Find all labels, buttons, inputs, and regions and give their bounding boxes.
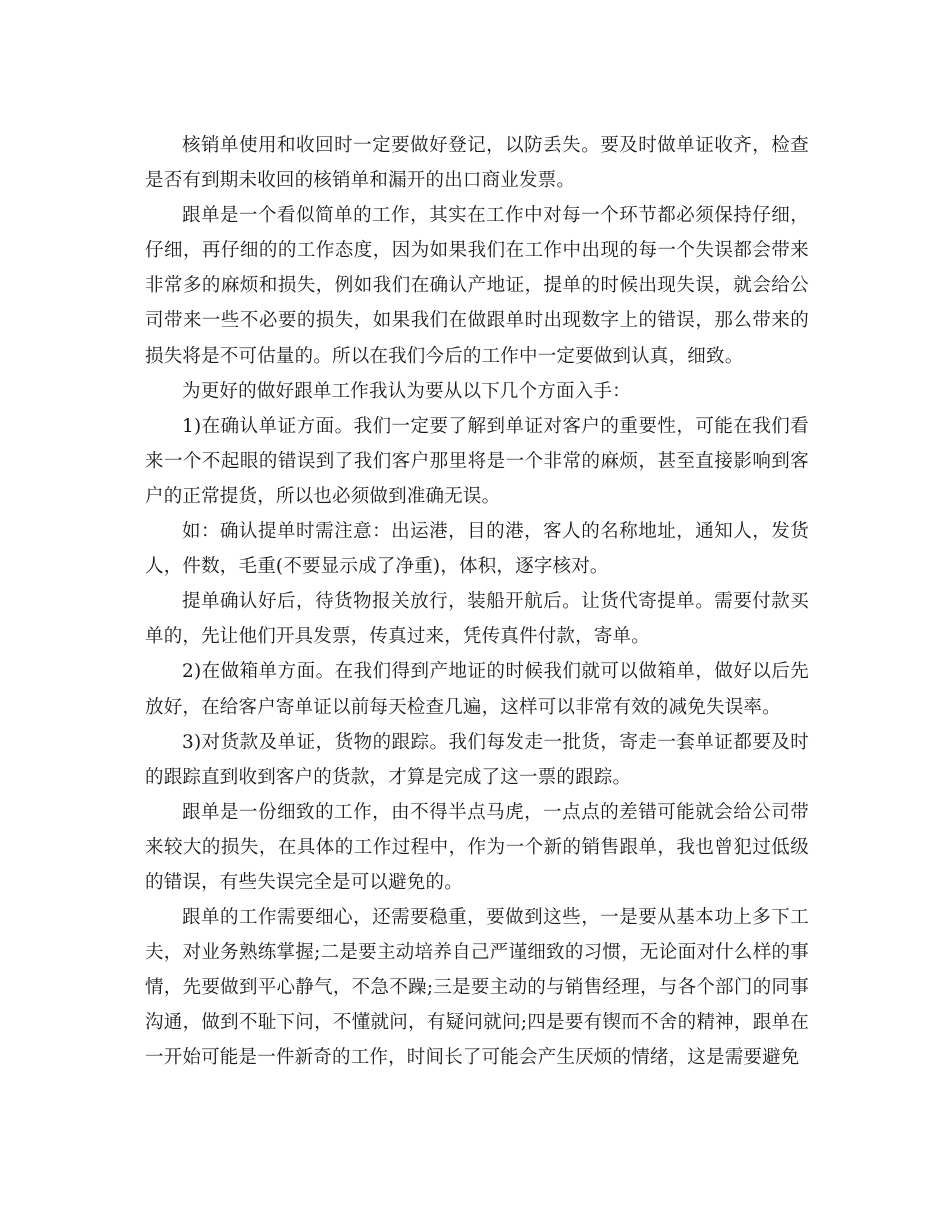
paragraph-payment-tracking: 3)对货款及单证，货物的跟踪。我们每发走一批货，寄走一套单证都要及时的跟踪直到收到客户的货款，才算是完成了这一票的跟踪。 (145, 731, 809, 788)
paragraph-packing-list: 2)在做箱单方面。在我们得到产地证的时候我们就可以做箱单，做好以后先放好，在给客户寄单证以前每天检查几遍，这样可以非常有效的减免失误率。 (145, 661, 809, 718)
paragraph-follow-up-attitude: 跟单是一个看似简单的工作，其实在工作中对每一个环节都必须保持仔细，仔细，再仔细的的工作态度，因为如果我们在工作中出现的每一个失误都会带来非常多的麻烦和损失，例如我们在确认产地证，提单的时候出现失误，就会给公司带来一些不必要的损失，如果我们在做跟单时出现数字上的错误，那么带来的损失将是不可估量的。所以在我们今后的工作中一定要做到认真，细致。 (145, 205, 809, 367)
paragraph-careful-work: 跟单是一份细致的工作，由不得半点马虎，一点点的差错可能就会给公司带来较大的损失，在具体的工作过程中，作为一个新的销售跟单，我也曾犯过低级的错误，有些失误完全是可以避免的。 (145, 801, 809, 893)
paragraph-after-confirmation: 提单确认好后，待货物报关放行，装船开航后。让货代寄提单。需要付款买单的，先让他们开具发票，传真过来，凭传真件付款，寄单。 (145, 591, 809, 648)
paragraph-aspects-intro: 为更好的做好跟单工作我认为要从以下几个方面入手： (182, 380, 631, 402)
paragraph-confirm-documents: 1)在确认单证方面。我们一定要了解到单证对客户的重要性，可能在我们看来一个不起眼的错误到了我们客户那里将是一个非常的麻烦，甚至直接影响到客户的正常提货，所以也必须做到准确无误。 (145, 415, 809, 507)
document-body (145, 128, 809, 1076)
paragraph-bill-of-lading-checks: 如：确认提单时需注意：出运港，目的港，客人的名称地址，通知人，发货人，件数，毛重(不要显示成了净重)，体积，逐字核对。 (145, 521, 809, 578)
paragraph-verification-records: 核销单使用和收回时一定要做好登记，以防丢失。要及时做单证收齐，检查是否有到期未收回的核销单和漏开的出口商业发票。 (145, 135, 809, 192)
paragraph-requirements: 跟单的工作需要细心，还需要稳重，要做到这些，一是要从基本功上多下工夫，对业务熟练掌握;二是要主动培养自己严谨细致的习惯，无论面对什么样的事情，先要做到平心静气，不急不躁;三是要主动的与销售经理，与各个部门的同事沟通，做到不耻下问，不懂就问，有疑问就问;四是要有锲而不舍的精神，跟单在一开始可能是一件新奇的工作，时间长了可能会产生厌烦的情绪，这是需要避免 (145, 907, 809, 1069)
